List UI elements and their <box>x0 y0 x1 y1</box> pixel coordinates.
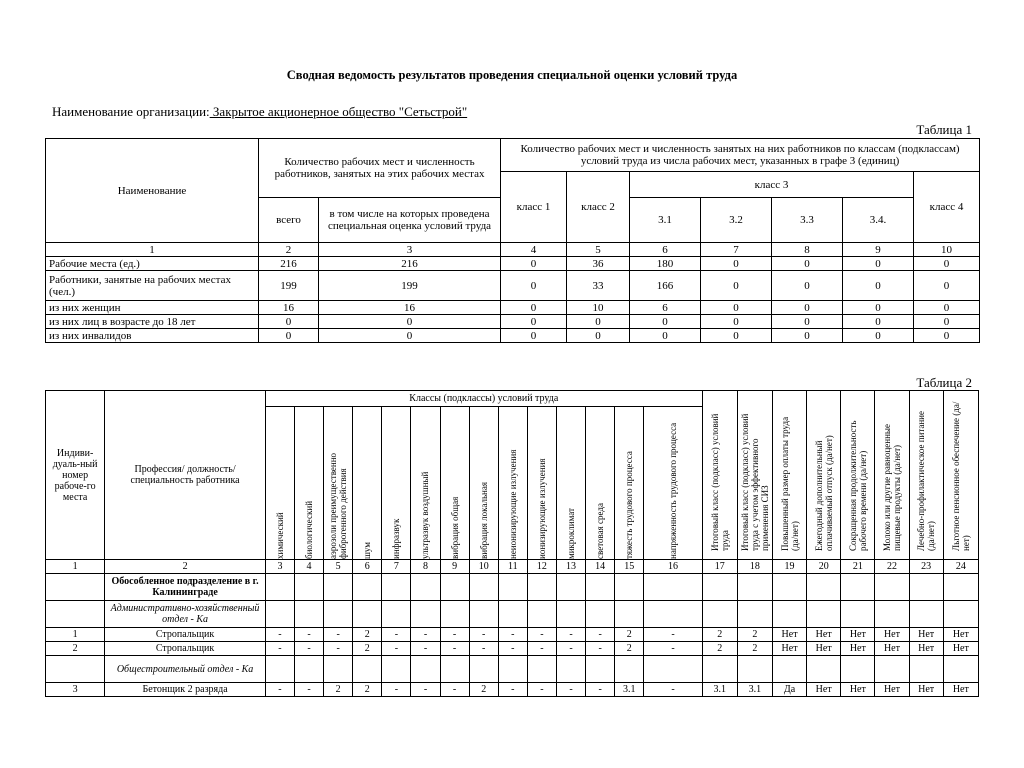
column-number: 4 <box>295 560 324 574</box>
department-title: Общестроительный отдел - Ка <box>105 656 266 683</box>
cell: 36 <box>567 257 630 271</box>
profession: Бетонщик 2 разряда <box>105 683 266 697</box>
header-factor: напряженность трудового процесса <box>644 407 702 560</box>
cell: Нет <box>841 628 875 642</box>
cell: 2 <box>353 683 382 697</box>
column-number: 3 <box>319 243 501 257</box>
table-row <box>46 628 979 642</box>
cell: - <box>498 628 527 642</box>
workplace-id: 3 <box>46 683 105 697</box>
table-row <box>46 683 979 697</box>
header-factor: световая среда <box>586 407 615 560</box>
cell: 0 <box>914 301 980 315</box>
column-number: 19 <box>772 560 806 574</box>
header-extra: Итоговый класс (подкласс) условий труда <box>702 391 737 560</box>
cell: - <box>556 683 585 697</box>
cell: 0 <box>701 271 772 301</box>
cell: 2 <box>615 628 644 642</box>
header-factor: химический <box>265 407 294 560</box>
cell: 33 <box>567 271 630 301</box>
cell: - <box>527 628 556 642</box>
cell: - <box>644 628 702 642</box>
header-class-3-3: 3.3 <box>772 198 843 243</box>
cell: - <box>440 642 469 656</box>
cell: 0 <box>259 315 319 329</box>
cell: 0 <box>772 315 843 329</box>
row-label: из них женщин <box>46 301 259 315</box>
table-row <box>46 329 980 343</box>
cell: - <box>440 628 469 642</box>
profession: Стропальщик <box>105 628 266 642</box>
cell: - <box>644 642 702 656</box>
header-assessed: в том числе на которых проведена специальная оценка условий труда <box>319 198 501 243</box>
cell: 16 <box>259 301 319 315</box>
cell: 2 <box>324 683 353 697</box>
cell: Нет <box>772 628 806 642</box>
cell: 0 <box>501 257 567 271</box>
cell: - <box>295 683 324 697</box>
cell: 2 <box>353 642 382 656</box>
cell: 0 <box>914 315 980 329</box>
header-factor: ультразвук воздушный <box>411 407 440 560</box>
cell: - <box>295 628 324 642</box>
cell: 0 <box>630 315 701 329</box>
cell: 199 <box>259 271 319 301</box>
cell: 0 <box>259 329 319 343</box>
cell: Нет <box>875 642 909 656</box>
cell: - <box>324 628 353 642</box>
column-number: 7 <box>382 560 411 574</box>
cell: - <box>411 628 440 642</box>
column-number: 5 <box>567 243 630 257</box>
organization-label: Наименование организации: <box>52 104 210 119</box>
cell: 0 <box>319 315 501 329</box>
cell: Нет <box>909 642 943 656</box>
cell: 10 <box>567 301 630 315</box>
workplace-id: 1 <box>46 628 105 642</box>
cell: 0 <box>701 257 772 271</box>
column-number: 12 <box>527 560 556 574</box>
cell: - <box>498 683 527 697</box>
cell: 0 <box>772 271 843 301</box>
cell: Нет <box>943 683 978 697</box>
cell: 0 <box>501 271 567 301</box>
cell: 6 <box>630 301 701 315</box>
header-total: всего <box>259 198 319 243</box>
organization-line <box>52 104 467 120</box>
cell: Нет <box>807 628 841 642</box>
column-number: 23 <box>909 560 943 574</box>
workplaces-table <box>45 390 979 697</box>
cell: 0 <box>843 257 914 271</box>
column-number: 16 <box>644 560 702 574</box>
document-title: Сводная ведомость результатов проведения специальной оценки условий труда <box>286 68 738 82</box>
cell: 2 <box>469 683 498 697</box>
header-extra: Лечебно-профилактическое питание (да/нет) <box>909 391 943 560</box>
cell: 2 <box>702 628 737 642</box>
column-number: 9 <box>843 243 914 257</box>
column-number: 8 <box>411 560 440 574</box>
cell: 166 <box>630 271 701 301</box>
header-class-3-1: 3.1 <box>630 198 701 243</box>
cell: Нет <box>943 642 978 656</box>
column-number: 21 <box>841 560 875 574</box>
cell: 0 <box>501 315 567 329</box>
cell: Нет <box>772 642 806 656</box>
column-number: 6 <box>630 243 701 257</box>
row-label: из них инвалидов <box>46 329 259 343</box>
section-title: Обособленное подразделение в г. Калининграде <box>105 574 266 601</box>
cell: 0 <box>701 315 772 329</box>
cell: 0 <box>567 329 630 343</box>
department-title: Административно-хозяйственный отдел - Ка <box>105 601 266 628</box>
cell: - <box>382 683 411 697</box>
cell: 0 <box>772 257 843 271</box>
cell: 180 <box>630 257 701 271</box>
cell: 2 <box>702 642 737 656</box>
cell: - <box>644 683 702 697</box>
column-number: 6 <box>353 560 382 574</box>
subsection-row <box>46 601 979 628</box>
header-class4: класс 4 <box>914 172 980 243</box>
header-count: Количество рабочих мест и численность работников, занятых на этих рабочих местах <box>259 139 501 198</box>
cell: 0 <box>914 329 980 343</box>
cell: Нет <box>943 628 978 642</box>
header-class-3-4: 3.4. <box>843 198 914 243</box>
cell: 0 <box>501 301 567 315</box>
header-factor: биологический <box>295 407 324 560</box>
column-number: 15 <box>615 560 644 574</box>
cell: - <box>469 628 498 642</box>
column-number: 2 <box>105 560 266 574</box>
header-factor: инфразвук <box>382 407 411 560</box>
cell: - <box>469 642 498 656</box>
header-factor: неионизирующие излучения <box>498 407 527 560</box>
profession: Стропальщик <box>105 642 266 656</box>
cell: 0 <box>772 329 843 343</box>
column-number: 7 <box>701 243 772 257</box>
cell: 216 <box>259 257 319 271</box>
table-row <box>46 642 979 656</box>
header-class3: класс 3 <box>630 172 914 198</box>
row-label: из них лиц в возрасте до 18 лет <box>46 315 259 329</box>
cell: - <box>586 628 615 642</box>
cell: - <box>382 642 411 656</box>
header-factor: шум <box>353 407 382 560</box>
cell: 216 <box>319 257 501 271</box>
cell: 0 <box>567 315 630 329</box>
cell: 2 <box>737 628 772 642</box>
column-number: 1 <box>46 243 259 257</box>
header-extra: Льготное пенсионное обеспечение (да/нет) <box>943 391 978 560</box>
header-extra: Итоговый класс (подкласс) условий труда с учетом эффективного применения СИЗ <box>737 391 772 560</box>
cell: - <box>527 642 556 656</box>
cell: - <box>586 642 615 656</box>
header-factor: вибрация локальная <box>469 407 498 560</box>
column-number: 5 <box>324 560 353 574</box>
cell: 0 <box>843 329 914 343</box>
column-number: 24 <box>943 560 978 574</box>
column-number: 10 <box>914 243 980 257</box>
header-profession: Профессия/ должность/ специальность работника <box>105 391 266 560</box>
cell: - <box>556 642 585 656</box>
column-number: 4 <box>501 243 567 257</box>
column-number: 11 <box>498 560 527 574</box>
cell: Нет <box>875 628 909 642</box>
column-number: 13 <box>556 560 585 574</box>
header-factor: тяжесть трудового процесса <box>615 407 644 560</box>
header-factor: ионизирующие излучения <box>527 407 556 560</box>
cell: 3.1 <box>702 683 737 697</box>
cell: 0 <box>701 329 772 343</box>
cell: 0 <box>914 257 980 271</box>
summary-table <box>45 138 980 343</box>
cell: Нет <box>909 683 943 697</box>
cell: - <box>411 683 440 697</box>
cell: - <box>265 628 294 642</box>
column-number: 3 <box>265 560 294 574</box>
cell: 0 <box>630 329 701 343</box>
cell: Нет <box>909 628 943 642</box>
table-row <box>46 315 980 329</box>
cell: 16 <box>319 301 501 315</box>
cell: - <box>440 683 469 697</box>
column-number: 1 <box>46 560 105 574</box>
cell: 0 <box>914 271 980 301</box>
row-label: Рабочие места (ед.) <box>46 257 259 271</box>
cell: - <box>411 642 440 656</box>
column-number: 10 <box>469 560 498 574</box>
header-factor: микроклимат <box>556 407 585 560</box>
cell: 0 <box>843 271 914 301</box>
subsection-row <box>46 656 979 683</box>
header-extra: Сокращенная продолжительность рабочего времени (да/нет) <box>841 391 875 560</box>
cell: - <box>265 683 294 697</box>
organization-name: Закрытое акционерное общество "Сетьстрой" <box>209 104 468 119</box>
table-row <box>46 301 980 315</box>
column-number: 9 <box>440 560 469 574</box>
cell: 199 <box>319 271 501 301</box>
cell: 0 <box>843 301 914 315</box>
header-extra: Ежегодный дополнительный оплачиваемый отпуск (да/нет) <box>807 391 841 560</box>
cell: 2 <box>615 642 644 656</box>
cell: 0 <box>701 301 772 315</box>
column-number: 20 <box>807 560 841 574</box>
column-number: 14 <box>586 560 615 574</box>
cell: - <box>556 628 585 642</box>
cell: - <box>586 683 615 697</box>
cell: 0 <box>319 329 501 343</box>
cell: 3.1 <box>737 683 772 697</box>
cell: Да <box>772 683 806 697</box>
header-class1: класс 1 <box>501 172 567 243</box>
cell: Нет <box>841 683 875 697</box>
column-numbers-row <box>46 243 980 257</box>
cell: - <box>324 642 353 656</box>
cell: 2 <box>353 628 382 642</box>
cell: 0 <box>843 315 914 329</box>
cell: - <box>265 642 294 656</box>
section-row <box>46 574 979 601</box>
workplace-id: 2 <box>46 642 105 656</box>
header-workplace-id: Индиви-дуаль-ный номер рабоче-го места <box>46 391 105 560</box>
header-class2: класс 2 <box>567 172 630 243</box>
table-row <box>46 271 980 301</box>
cell: - <box>527 683 556 697</box>
cell: 0 <box>501 329 567 343</box>
cell: - <box>295 642 324 656</box>
column-numbers-row <box>46 560 979 574</box>
header-class-3-2: 3.2 <box>701 198 772 243</box>
cell: Нет <box>841 642 875 656</box>
cell: 3.1 <box>615 683 644 697</box>
column-number: 18 <box>737 560 772 574</box>
header-extra: Молоко или другие равноценные пищевые продукты (да/нет) <box>875 391 909 560</box>
cell: 2 <box>737 642 772 656</box>
column-number: 2 <box>259 243 319 257</box>
cell: - <box>498 642 527 656</box>
table2-caption: Таблица 2 <box>916 375 972 390</box>
column-number: 22 <box>875 560 909 574</box>
header-name: Наименование <box>46 139 259 243</box>
cell: Нет <box>807 683 841 697</box>
header-factor: аэрозоли преимущественно фиброгенного действия <box>324 407 353 560</box>
table-row <box>46 257 980 271</box>
table1-caption: Таблица 1 <box>916 122 972 137</box>
column-number: 17 <box>702 560 737 574</box>
header-classes: Количество рабочих мест и численность занятых на них работников по классам (подклассам) условий труда из числа рабочих мест, указанных в графе 3 (единиц) <box>501 139 980 172</box>
cell: Нет <box>875 683 909 697</box>
header-extra: Повышенный размер оплаты труда (да/нет) <box>772 391 806 560</box>
cell: Нет <box>807 642 841 656</box>
row-label: Работники, занятые на рабочих местах (чел.) <box>46 271 259 301</box>
column-number: 8 <box>772 243 843 257</box>
cell: 0 <box>772 301 843 315</box>
cell: - <box>382 628 411 642</box>
header-factor: вибрация общая <box>440 407 469 560</box>
header-classes: Классы (подклассы) условий труда <box>265 391 702 407</box>
